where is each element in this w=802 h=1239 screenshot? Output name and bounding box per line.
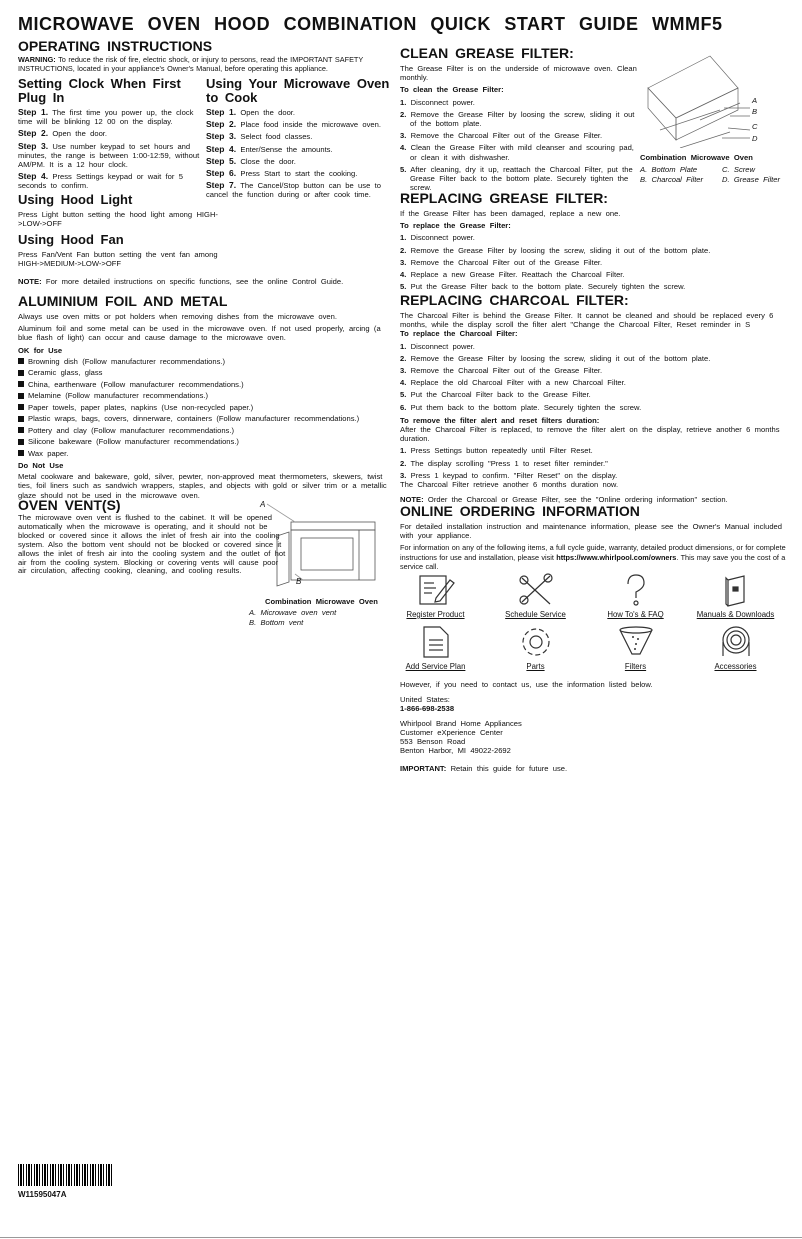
text[interactable]: Register Product [406, 610, 465, 619]
step-number: Step 1. [206, 107, 237, 117]
text-line [400, 764, 798, 773]
link-how-tos-faq[interactable] [588, 572, 683, 619]
text: Replace a new Grease Filter. Reattach the Charcoal Filter. [406, 270, 625, 280]
step-number: Step 1. [18, 107, 49, 117]
text-line [400, 270, 798, 279]
text: Clean the Grease Filter with mild cleanser and scouring pad, or clean it with dishwasher. [406, 143, 634, 162]
text-line [400, 143, 638, 161]
text-line [400, 131, 638, 140]
text: Paper towels, paper plates, napkins (Use non-recycled paper.) [28, 402, 254, 412]
page-bottom-border [0, 1237, 802, 1238]
vent-label-b: B [296, 577, 302, 586]
operating-heading: OPERATING INSTRUCTIONS [18, 38, 213, 54]
text: 1. [400, 233, 407, 243]
step-text: Use number keypad to set hours and minutes, the range is between 1:00-12:59, without AM/PM. It is a 12 hour clock. [18, 141, 200, 170]
text: 4. [400, 270, 407, 280]
text: Plastic wraps, bags, covers, dinnerware, containers (Follow manufacturer recommendations.) [28, 414, 360, 424]
clean-intro: The Grease Filter is on the underside of microwave oven. Clean monthly. [400, 64, 637, 83]
text-line [400, 390, 798, 399]
text: Remove the Charcoal Filter out of the Grease Filter. [406, 131, 603, 141]
replace-grease-intro: If the Grease Filter has been damaged, replace a new one. [400, 209, 621, 218]
text-line [206, 157, 398, 166]
text: 5. [400, 390, 407, 400]
hood-light-text: Press Light button setting the hood light among HIGH->LOW->OFF [18, 210, 218, 229]
text[interactable]: Manuals & Downloads [696, 610, 775, 619]
vent-legend-a: A. Microwave oven vent [249, 608, 337, 617]
hose-icon [716, 624, 756, 660]
reset-end: The Charcoal Filter retrieve another 6 months duration now. [400, 480, 619, 490]
text: Remove the Grease Filter by loosing the screw, sliding it out of the bottom plate. [406, 353, 711, 363]
clean-subheading: To clean the Grease Filter: [400, 85, 504, 95]
text: NOTE: [400, 495, 424, 505]
foil-paragraph: Always use oven mitts or pot holders when removing dishes from the microwave oven. [18, 312, 337, 321]
text: China, earthenware (Follow manufacturer recommendations.) [28, 379, 244, 389]
text-line [400, 246, 798, 255]
vent-diagram [255, 498, 390, 590]
text: 5. [400, 164, 407, 174]
text: 3. [400, 131, 407, 141]
bullet-icon [18, 358, 24, 364]
filter-label-c: C [752, 122, 758, 131]
filter-diagram [640, 48, 765, 148]
text: Press 1 keypad to confirm. "Filter Reset" on the display. [406, 470, 618, 480]
question-icon [616, 572, 656, 608]
bullet-icon [18, 381, 24, 387]
filter-icon [616, 624, 656, 660]
text: 1. [400, 97, 407, 107]
text-line [400, 165, 638, 193]
text: Remove the Charcoal Filter out of the Grease Filter. [406, 257, 603, 267]
text: Ceramic glass, glass [28, 368, 103, 378]
foil-section [18, 293, 398, 500]
text: Browning dish (Follow manufacturer recommendations.) [28, 356, 226, 366]
address-line: Benton Harbor, MI 49022-2692 [400, 746, 511, 756]
tools-icon [516, 572, 556, 608]
warning-text [18, 55, 396, 73]
link-add-service-plan[interactable] [388, 624, 483, 671]
bullet-icon [18, 416, 24, 422]
manual-icon [716, 572, 756, 608]
step-number: Step 6. [206, 168, 237, 179]
text-line [18, 142, 204, 170]
clean-heading: CLEAN GREASE FILTER: [400, 45, 574, 61]
note-label: NOTE: [18, 277, 42, 286]
warning-label: WARNING: [18, 55, 56, 64]
online-links [400, 572, 798, 677]
step-number: Step 2. [206, 119, 237, 130]
step-number: Step 4. [18, 171, 49, 182]
text-line [400, 446, 798, 455]
step-text: Press Start to start the cooking. [236, 169, 358, 179]
text-line [18, 129, 204, 138]
register-icon [416, 572, 456, 608]
step-text: The first time you power up, the clock time will be blinking 12 00 on the display. [18, 108, 194, 127]
text[interactable]: How To's & FAQ [607, 610, 664, 619]
vent-label-a: A [260, 500, 266, 509]
gear-icon [516, 624, 556, 660]
list-item [18, 368, 398, 377]
text-line [206, 108, 398, 117]
text: 2. [400, 109, 407, 119]
reset-subheading: To remove the filter alert and reset filters duration: [400, 415, 600, 425]
text-line [206, 181, 398, 199]
text: Remove the Grease Filter by loosing the screw, sliding it out of the bottom plate. [406, 109, 635, 129]
step-number: Step 7. [206, 180, 237, 191]
filter-label-a: A [752, 96, 758, 105]
filter-caption: Combination Microwave Oven [640, 153, 753, 162]
list-item [18, 449, 398, 458]
important-label: IMPORTANT: [400, 764, 447, 774]
replace-charcoal-intro: The Charcoal Filter is behind the Grease Filter. It cannot be cleaned and should be replaced every 6 months, while the display scroll the filter alert "Change the Charcoal Filter, Reset reminder in S [400, 311, 774, 330]
replace-grease-heading: REPLACING GREASE FILTER: [400, 190, 608, 206]
text-line [400, 471, 798, 480]
text: 2. [400, 245, 407, 255]
text: Remove the Charcoal Filter out of the Grease Filter. [406, 366, 603, 376]
contact-country: United States: [400, 695, 450, 705]
filter-legend: D. Grease Filter [722, 175, 780, 184]
step-text: Place food inside the microwave oven. [236, 120, 381, 130]
list-item [18, 414, 398, 423]
contact-phone: 1-866-698-2538 [400, 704, 455, 714]
text: Silicone bakeware (Follow manufacturer recommendations.) [28, 437, 239, 447]
replace-charcoal-heading: REPLACING CHARCOAL FILTER: [400, 292, 629, 308]
list-item [18, 380, 398, 389]
text-line [400, 366, 798, 375]
step-text: Press Settings keypad or wait for 5 seconds to confirm. [18, 172, 183, 191]
foil-heading: ALUMINIUM FOIL AND METAL [18, 293, 228, 309]
foil-paragraph: Aluminum foil and some metal can be used in the microwave oven. If not used properly, arcing (a blue flash of light) can occur and cause damage to the microwave oven. [18, 324, 381, 343]
link-parts[interactable] [488, 624, 583, 671]
bullet-icon [18, 370, 24, 376]
text: Put the Charcoal Filter back to the Grease Filter. [406, 390, 591, 400]
text: Pottery and clay (Follow manufacturer recommendations.) [28, 425, 234, 435]
text-line [400, 98, 638, 107]
clock-heading: Setting Clock When First Plug In [18, 76, 181, 105]
text-line [400, 233, 798, 242]
step-text: Open the door. [48, 129, 108, 139]
contact-section [400, 680, 798, 774]
contact-intro: However, if you need to contact us, use the information listed below. [400, 680, 653, 689]
text: Melamine (Follow manufacturer recommendations.) [28, 391, 209, 401]
filter-legend: C. Screw [722, 165, 756, 174]
text-line [206, 120, 398, 129]
online-paragraph: For detailed installation instruction and maintenance information, please see the Owner's Manual included with your appliance. [400, 522, 783, 541]
text: Press Settings button repeatedly until Filter Reset. [406, 446, 593, 456]
reset-intro: After the Charcoal Filter is replaced, to remove the filter alert on the display, retrieve another 6 months duration. [400, 425, 780, 444]
text: . This may save you the cost of a service call. [400, 552, 786, 571]
text: For information on any of the following items, a full cycle guide, warranty, detailed product dimensions, or for complete instructions for use and installation, please visit [400, 543, 786, 562]
step-number: Step 3. [206, 131, 237, 142]
text: Put the Grease Filter back to the bottom plate. Securely tighten the screw. [406, 282, 686, 292]
filter-label-d: D [752, 134, 758, 143]
text-line [18, 108, 204, 126]
bullet-icon [18, 404, 24, 410]
address-line: Customer eXperience Center [400, 727, 503, 737]
text-line [400, 354, 798, 363]
text[interactable]: Accessories [714, 662, 757, 671]
vent-heading: OVEN VENT(S) [18, 497, 121, 513]
text: 4. [400, 143, 407, 153]
text: Put them back to the bottom plate. Securely tighten the screw. [406, 402, 642, 412]
bullet-icon [18, 439, 24, 445]
text: 4. [400, 378, 407, 388]
text[interactable]: Filters [624, 662, 647, 671]
document-icon [416, 624, 456, 660]
link-manuals-downloads[interactable] [688, 572, 783, 619]
warning-body: To reduce the risk of fire, electric shock, or injury to persons, read the IMPORTANT SAFETY INSTRUCTIONS, located in your appliance's Owner's Manual, before operating this appliance. [18, 55, 364, 74]
important-text: Retain this guide for future use. [446, 764, 568, 774]
dont-heading: Do Not Use [18, 461, 64, 471]
link-accessories[interactable] [688, 624, 783, 671]
filter-legend: A. Bottom Plate [640, 165, 698, 174]
barcode [18, 1164, 112, 1186]
text-line [400, 543, 798, 571]
owners-link[interactable]: https://www.whirlpool.com/owners [556, 552, 677, 562]
list-item [18, 437, 398, 446]
text: 2. [400, 353, 407, 363]
text: Disconnect power. [406, 341, 475, 351]
text-line [400, 378, 798, 387]
hood-fan-heading: Using Hood Fan [18, 232, 124, 247]
text: 2. [400, 458, 407, 468]
ok-heading: OK for Use [18, 345, 63, 355]
document-title: MICROWAVE OVEN HOOD COMBINATION QUICK START GUIDE WMMF5 [18, 14, 723, 34]
cook-section [206, 77, 398, 203]
step-number: Step 4. [206, 143, 237, 154]
text: Order the Charcoal or Grease Filter, see the "Online ordering information" section. [423, 495, 728, 505]
list-item [18, 426, 398, 435]
filter-label-b: B [752, 107, 758, 116]
cook-heading: Using Your Microwave Oven to Cook [206, 76, 390, 105]
text: Remove the Grease Filter by loosing the screw, sliding it out of the bottom plate. [406, 245, 711, 255]
bullet-icon [18, 427, 24, 433]
text-line [400, 110, 638, 128]
address-line: 553 Benson Road [400, 737, 466, 747]
bullet-icon [18, 393, 24, 399]
text: 3. [400, 366, 407, 376]
dont-text: Metal cookware and bakeware, gold, silver, pewter, non-approved meat thermometers, skewers, twist ties, foil liners such as sandwich wrappers, staples, and objects with gold or silver trim or a metallic glaze should not be used in the microwave oven. [18, 472, 387, 500]
link-register-product[interactable] [388, 572, 483, 619]
text: 1. [400, 341, 407, 351]
text-line [400, 459, 798, 468]
replace-grease-subheading: To replace the Grease Filter: [400, 221, 511, 231]
bullet-icon [18, 450, 24, 456]
text-line [206, 132, 398, 141]
text-line [400, 258, 798, 267]
text: The display scrolling "Press 1 to reset filter reminder." [406, 458, 608, 468]
vent-text: The microwave oven vent is flushed to the cabinet. It will be opened automatically when the microwave is operating, and it should not be blocked or covered since it allows the inlet of fresh air into the cooling system. Also the bottom vent should not be blocked or covered since it allows the inlet of fresh air into the cooling system and the outlet of hot air from the cooling system. Blocking or covering vents will cause poor air circulation, affecting cooking, cleaning, and cooling results. [18, 513, 286, 576]
online-section [400, 503, 798, 571]
text: Disconnect power. [406, 233, 475, 243]
step-text: Select food classes. [236, 132, 313, 142]
online-heading: ONLINE ORDERING INFORMATION [400, 503, 640, 519]
text-line [400, 403, 798, 412]
text-line [18, 172, 204, 190]
replace-charcoal-section [400, 292, 798, 504]
list-item [18, 391, 398, 400]
text: Wax paper. [28, 448, 69, 458]
filter-legend: B. Charcoal Filter [640, 175, 704, 184]
text-line [400, 282, 798, 291]
step-number: Step 2. [18, 128, 49, 139]
text-line [400, 342, 798, 351]
note-text: For more detailed instructions on specific functions, see the online Control Guide. [41, 277, 344, 286]
replace-grease-section [400, 190, 798, 294]
text: 6. [400, 402, 407, 412]
text: 1. [400, 446, 407, 456]
text-line [206, 145, 398, 154]
link-filters[interactable] [588, 624, 683, 671]
hood-fan-text: Press Fan/Vent Fan button setting the vent fan among HIGH->MEDIUM->LOW->OFF [18, 250, 218, 269]
text: After cleaning, dry it up, reattach the Charcoal Filter, put the Grease Filter back to the bottom plate. Securely tighten the screw. [406, 164, 633, 193]
vent-legend-b: B. Bottom vent [249, 618, 304, 627]
vent-caption: Combination Microwave Oven [265, 597, 378, 606]
address-line: Whirlpool Brand Home Appliances [400, 718, 522, 728]
text[interactable]: Schedule Service [505, 610, 566, 619]
list-item [18, 357, 398, 366]
replace-charcoal-subheading: To replace the Charcoal Filter: [400, 329, 518, 339]
text: Disconnect power. [406, 97, 475, 107]
text[interactable]: Parts [526, 662, 545, 671]
hood-light-heading: Using Hood Light [18, 192, 133, 207]
step-text: Open the door. [236, 108, 296, 117]
text: Replace the old Charcoal Filter with a new Charcoal Filter. [406, 378, 626, 388]
list-item [18, 403, 398, 412]
link-schedule-service[interactable] [488, 572, 583, 619]
text: 3. [400, 257, 407, 267]
text[interactable]: Add Service Plan [405, 662, 466, 671]
step-text: The Cancel/Stop button can be use to cancel the function during or after cook time. [206, 181, 381, 200]
clock-section [18, 77, 204, 194]
text: 5. [400, 282, 407, 292]
step-text: Close the door. [236, 156, 296, 166]
text: 3. [400, 470, 407, 480]
step-number: Step 3. [18, 140, 49, 151]
note-control-guide [18, 277, 398, 286]
clean-filter-section [400, 45, 638, 195]
step-text: Enter/Sense the amounts. [236, 144, 333, 154]
text-line [206, 169, 398, 178]
step-number: Step 5. [206, 155, 237, 166]
part-number: W11595047A [18, 1190, 67, 1199]
